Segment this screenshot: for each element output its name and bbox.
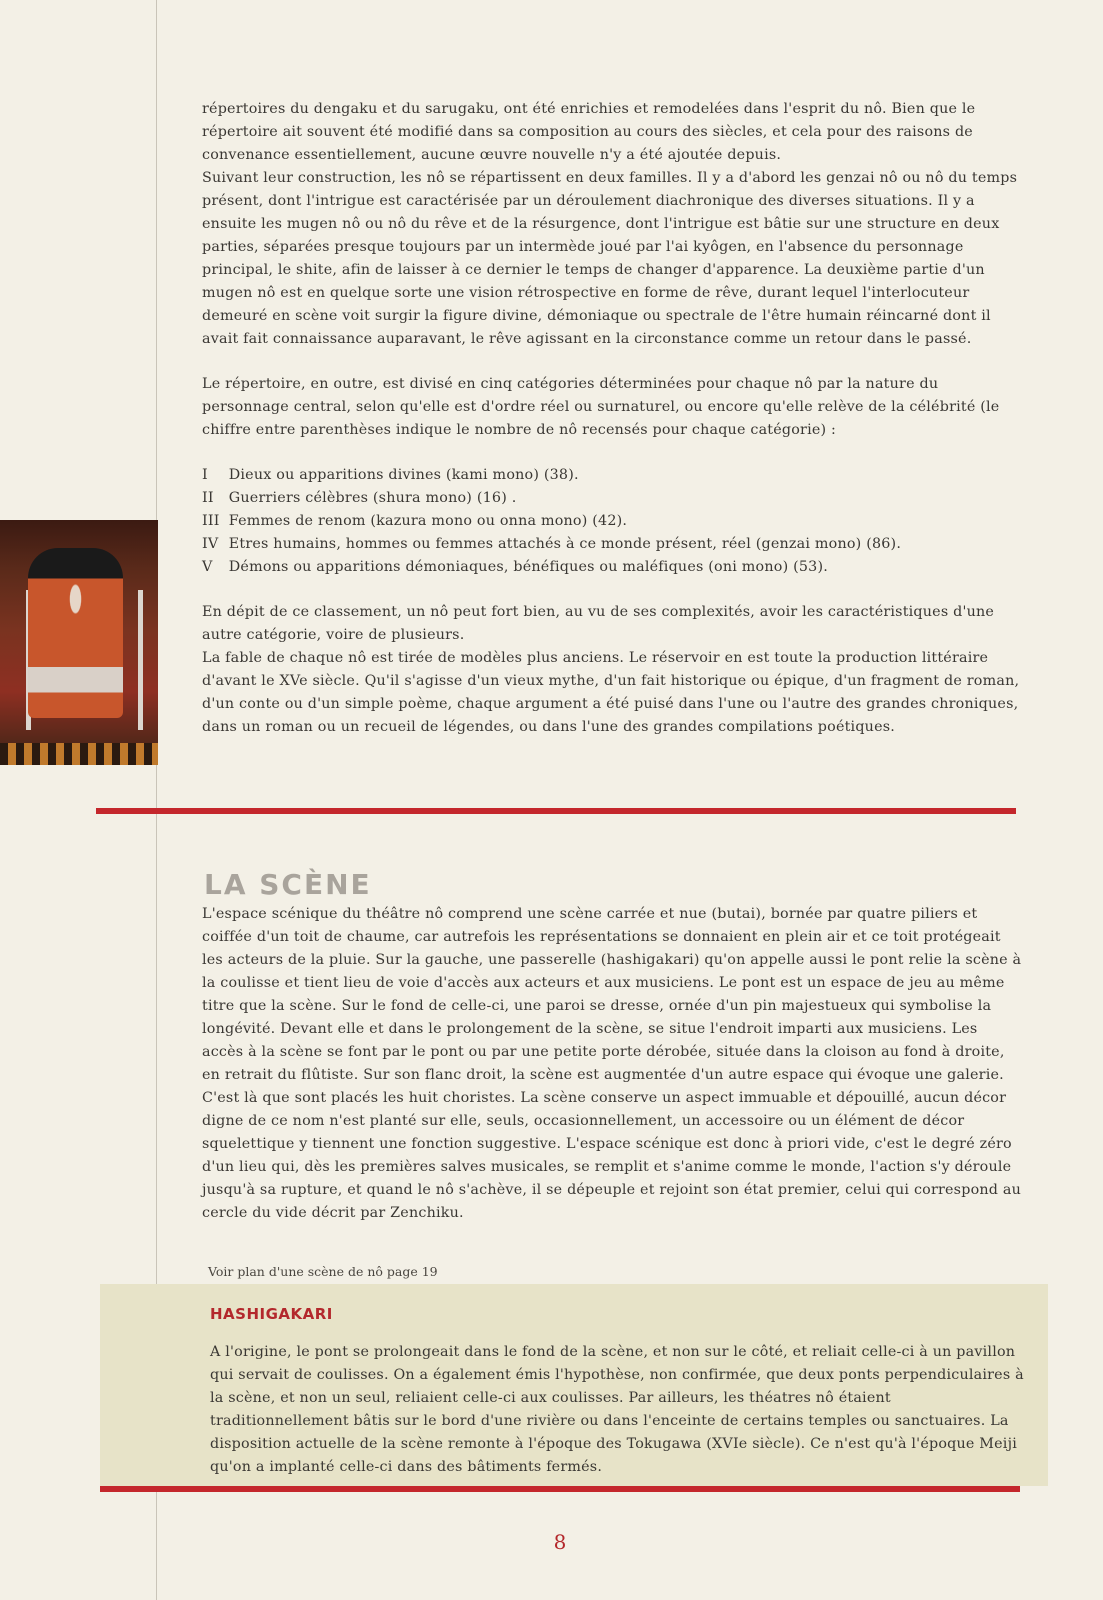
list-item: [202, 487, 1022, 510]
list-item: [202, 464, 1022, 487]
closing-paragraph: La fable de chaque nô est tirée de modèles plus anciens. Le réservoir en est toute la production littéraire d'avant le XVe siècle. Qu'il s'agisse d'un vieux mythe, d'un fait historique ou épique, d'un fragment de roman, d'un conte ou d'un simple poème, chaque argument a été puisé dans l'une ou l'autre des grandes chroniques, dans un roman ou un recueil de légendes, ou dans l'une des grandes compilations poétiques.: [202, 650, 1020, 735]
category-number: V: [202, 559, 213, 575]
photo-pole-right: [138, 590, 143, 730]
list-item: [202, 510, 1022, 533]
list-item: [202, 533, 1022, 556]
category-number: IV: [202, 536, 219, 552]
box-bottom-rule: [100, 1486, 1020, 1492]
intro-paragraph: Suivant leur construction, les nô se répartissent en deux familles. Il y a d'abord les genzai nô ou nô du temps présent, dont l'intrigue est caractérisée par un déroulement diachronique des diverses situations. Il y a ensuite les mugen nô ou nô du rêve et de la résurgence, dont l'intrigue est bâtie sur une structure en deux parties, séparées presque toujours par un intermède joué par l'ai kyôgen, en l'absence du personnage principal, le shite, afin de laisser à ce dernier le temps de changer d'apparence. La deuxième partie d'un mugen nô est en quelque sorte une vision rétrospective en forme de rêve, durant lequel l'interlocuteur demeuré en scène voit surgir la figure divine, démoniaque ou spectrale de l'être humain réincarné dont il avait fait connaissance auparavant, le rêve agissant en la circonstance comme un retour dans le passé.: [202, 170, 1018, 347]
intro-paragraph: répertoires du dengaku et du sarugaku, ont été enrichies et remodelées dans l'esprit du nô. Bien que le répertoire ait souvent été modifié dans sa composition au cours des siècles, et cela pour des raisons de convenance essentiellement, aucune œuvre nouvelle n'y a été ajoutée depuis.: [202, 101, 976, 163]
box-body: [210, 1327, 1030, 1494]
category-number: I: [202, 467, 208, 483]
category-text: Femmes de renom (kazura mono ou onna mono) (42).: [228, 513, 628, 529]
category-text: Démons ou apparitions démoniaques, bénéfiques ou maléfiques (oni mono) (53).: [228, 559, 828, 575]
section-body: [202, 903, 1022, 1225]
categories-list: [202, 464, 1022, 579]
page-number: 8: [553, 1530, 567, 1554]
see-plan-note: Voir plan d'une scène de nô page 19: [208, 1264, 438, 1279]
section-title: LA SCÈNE: [204, 868, 372, 901]
photo-actor-figure: [28, 548, 123, 718]
category-number: II: [202, 490, 214, 506]
section-paragraph: L'espace scénique du théâtre nô comprend une scène carrée et nue (butai), bornée par quatre piliers et coiffée d'un toit de chaume, car autrefois les représentations se donnaient en plein air et ce toit protégeait les acteurs de la pluie. Sur la gauche, une passerelle (hashigakari) qu'on appelle aussi le pont relie la scène à la coulisse et tient lieu de voie d'accès aux acteurs et aux musiciens. Le pont est un espace de jeu au même titre que la scène. Sur le fond de celle-ci, une paroi se dresse, ornée d'un pin majestueux qui symbolise la longévité. Devant elle et dans le prolongement de la scène, se situe l'endroit imparti aux musiciens. Les accès à la scène se font par le pont ou par une petite porte dérobée, située dans la cloison au fond à droite, en retrait du flûtiste. Sur son flanc droit, la scène est augmentée d'un autre espace qui évoque une galerie. C'est là que sont placés les huit choristes. La scène conserve un aspect immuable et dépouillé, aucun décor digne de ce nom n'est planté sur elle, seuls, occasionnellement, un accessoire ou un élément de décor squelettique y tiennent une fonction suggestive. L'espace scénique est donc à priori vide, c'est le degré zéro d'un lieu qui, dès les premières salves musicales, se remplit et s'anime comme le monde, l'action s'y déroule jusqu'à sa rupture, et quand le nô s'achève, il se dépeuple et rejoint son état premier, celui qui correspond au cercle du vide décrit par Zenchiku.: [202, 906, 1022, 1221]
intro-text: [202, 98, 1022, 739]
list-item: [202, 556, 1022, 579]
photo-floor: [0, 743, 158, 765]
categories-intro: Le répertoire, en outre, est divisé en cinq catégories déterminées pour chaque nô par la nature du personnage central, selon qu'elle est d'ordre réel ou surnaturel, ou encore qu'elle relève de la célébrité (le chiffre entre parenthèses indique le nombre de nô recensés pour chaque catégorie) :: [202, 376, 1000, 438]
category-text: Etres humains, hommes ou femmes attachés à ce monde présent, réel (genzai mono) (86).: [228, 536, 902, 552]
box-title: HASHIGAKARI: [210, 1305, 333, 1323]
box-paragraph: A l'origine, le pont se prolongeait dans le fond de la scène, et non sur le côté, et reliait celle-ci à un pavillon qui servait de coulisses. On a également émis l'hypothèse, non confirmée, que deux ponts perpendiculaires à la scène, et non un seul, reliaient celle-ci aux coulisses. Par ailleurs, les théatres nô étaient traditionnellement bâtis sur le bord d'une rivière ou dans l'enceinte de certains temples ou sanctuaires. La disposition actuelle de la scène remonte à l'époque des Tokugawa (XVIe siècle). Ce n'est qu'à l'époque Meiji qu'on a implanté celle-ci dans des bâtiments fermés.: [210, 1344, 1024, 1476]
closing-paragraph: En dépit de ce classement, un nô peut fort bien, au vu de ses complexités, avoir les caractéristiques d'une autre catégorie, voire de plusieurs.: [202, 604, 995, 643]
category-number: III: [202, 513, 220, 529]
noh-actor-photo: [0, 520, 158, 765]
section-divider: [96, 808, 1016, 814]
category-text: Guerriers célèbres (shura mono) (16) .: [228, 490, 517, 506]
category-text: Dieux ou apparitions divines (kami mono) (38).: [228, 467, 579, 483]
